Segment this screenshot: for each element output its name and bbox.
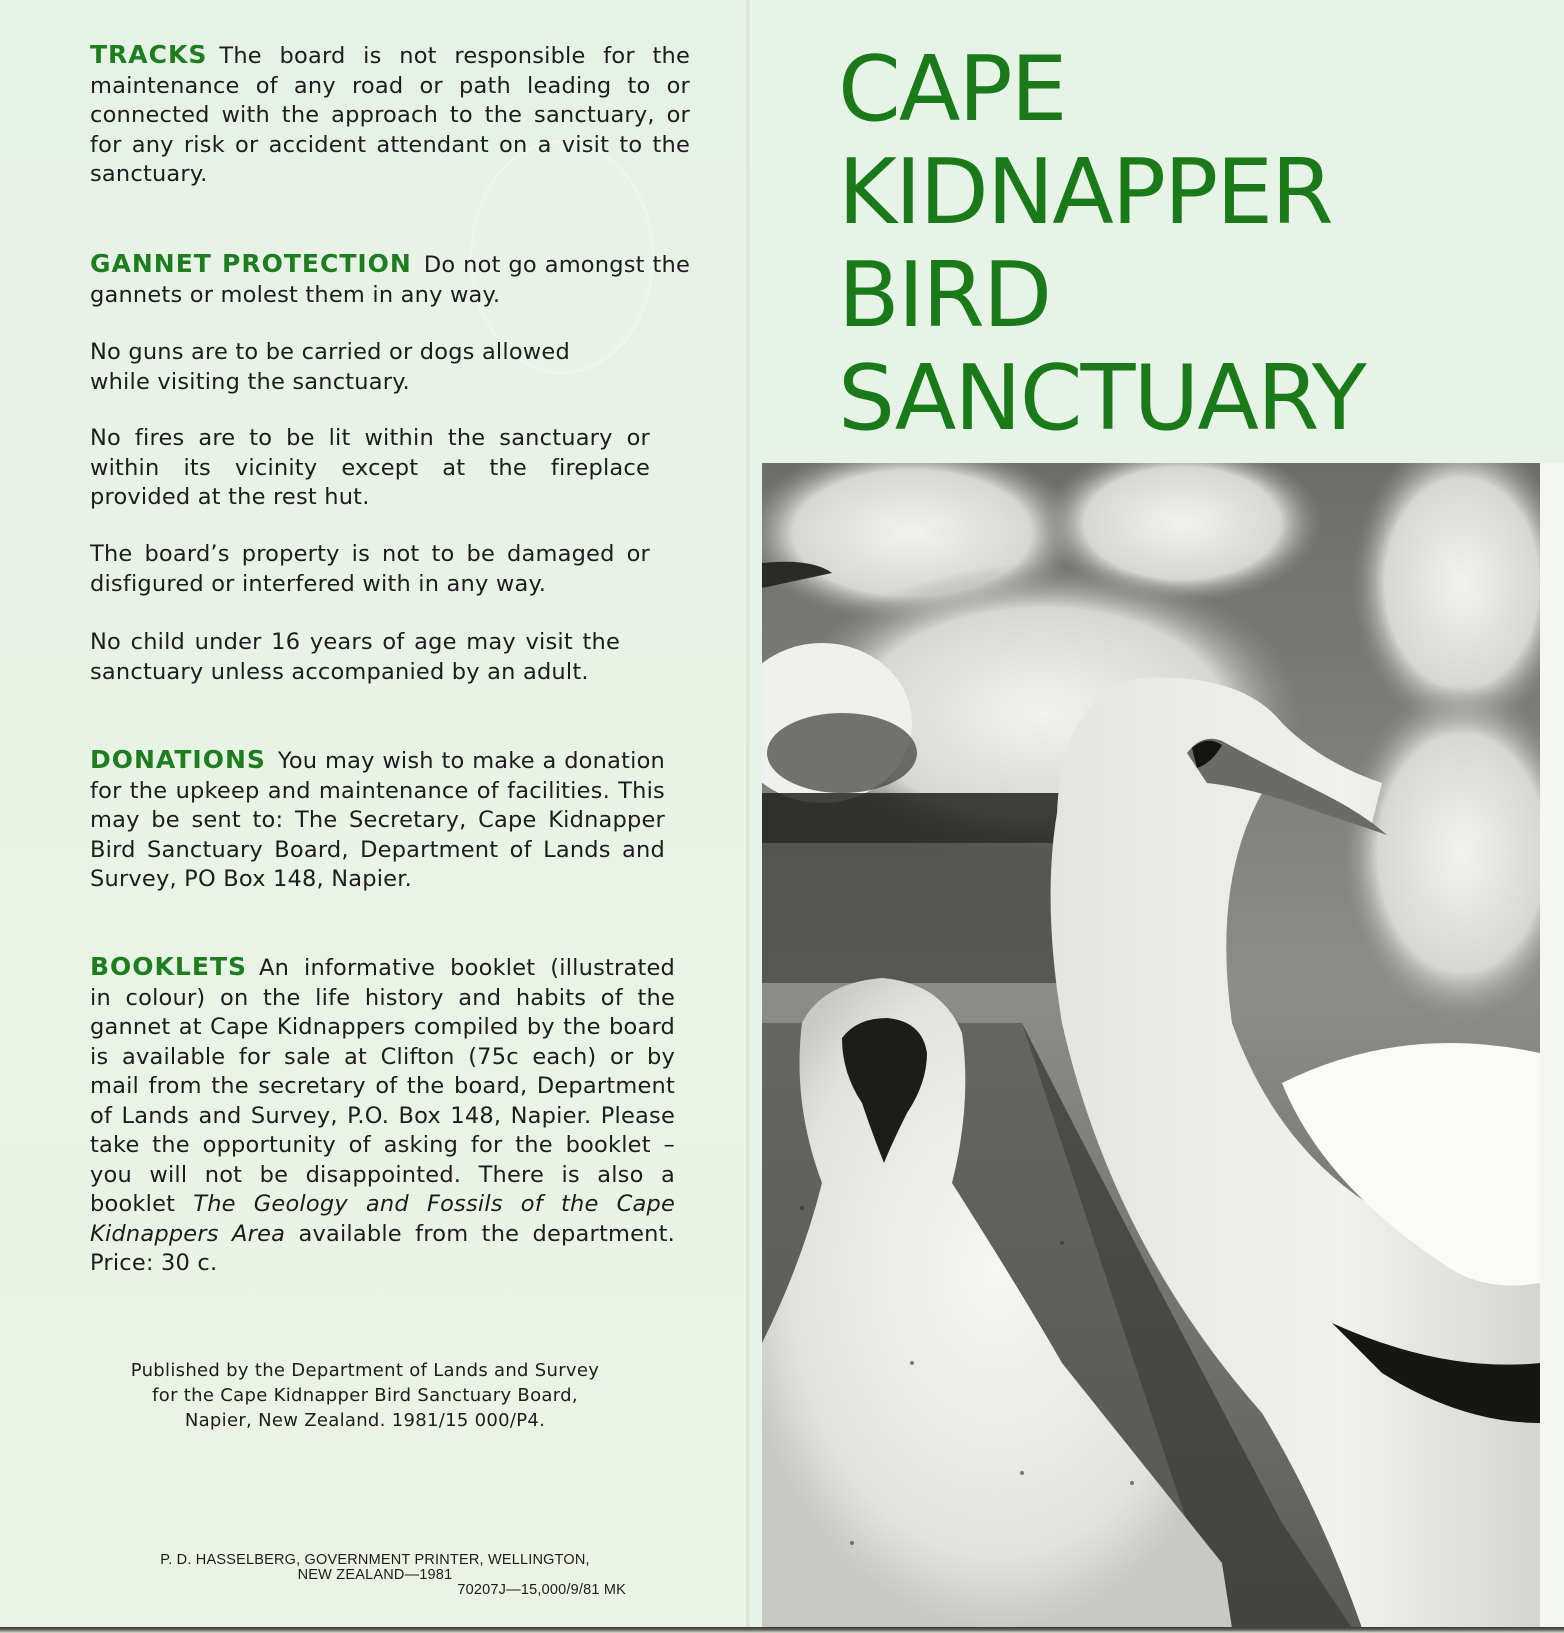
gannet-photo-illustration: [762, 463, 1540, 1628]
section-donations: [90, 745, 665, 895]
title-line: BIRD: [838, 243, 1051, 348]
publisher-note: [110, 1358, 620, 1433]
section-heading: BOOKLETS: [90, 952, 247, 981]
page-bottom-edge: [0, 1627, 1564, 1633]
rule-text: The board’s property is not to be damaged or disfigured or interfered with in any way.: [90, 541, 650, 597]
section-gannet-protection: [90, 249, 690, 310]
section-heading: GANNET PROTECTION: [90, 249, 412, 278]
printer-imprint: [110, 1553, 640, 1598]
brochure-left-panel: [0, 0, 746, 1628]
publisher-line: Published by the Department of Lands and Survey: [130, 1360, 600, 1381]
section-heading: DONATIONS: [90, 745, 266, 774]
gannet-photo: [762, 463, 1540, 1628]
title-line: SANCTUARY: [838, 346, 1365, 451]
section-body: Do not go amongst the gannets or molest them in any way.: [90, 252, 691, 308]
rule-text: No fires are to be lit within the sanctuary or within its vicinity except at the fireplace provided at the rest hut.: [90, 425, 650, 510]
section-body-tail: available from the department. Price: 30 c.: [90, 1220, 675, 1276]
cover-title: [838, 38, 1365, 450]
section-tracks: [90, 40, 690, 190]
rule-no-fires: [90, 424, 650, 513]
section-body: An informative booklet (illustrated in colour) on the life history and habits of the gannet at Cape Kidnappers compiled by the board is available for sale at Clifton (75c each) or by mail from the secretary of the board, Department of Lands and Survey, P.O. Box 148, Napier. Please take the opportunity of asking for the booklet – you will not be disappointed. There is also a booklet: [90, 955, 675, 1217]
section-body: The board is not responsible for the maintenance of any road or path leading to or connected with the approach to the sanctuary, or for any risk or accident attendant on a visit to the sanctuary.: [90, 43, 690, 187]
rule-text: No child under 16 years of age may visit the sanctuary unless accompanied by an adult.: [90, 629, 620, 685]
section-body: You may wish to make a donation for the upkeep and maintenance of facilities. This may be sent to: The Secretary, Cape Kidnapper Bird Sanctuary Board, Department of Lands and Survey, PO Box 148, Napier.: [90, 748, 665, 892]
title-line: CAPE: [838, 37, 1066, 142]
title-line: KIDNAPPER: [838, 140, 1332, 245]
booklet-title: The Geology and Fossils of the Cape Kidnappers Area: [90, 1191, 675, 1247]
publisher-line: Napier, New Zealand. 1981/15 000/P4.: [184, 1410, 546, 1431]
publisher-line: for the Cape Kidnapper Bird Sanctuary Board,: [152, 1385, 578, 1406]
rule-no-guns: [90, 338, 635, 397]
section-booklets: [90, 952, 675, 1279]
cover-right-margin: [1540, 463, 1564, 1628]
imprint-code: 70207J—15,000/9/81 MK: [457, 1582, 626, 1598]
rule-text: No guns are to be carried or dogs allowed while visiting the sanctuary.: [90, 339, 570, 395]
imprint-line: NEW ZEALAND—1981: [297, 1567, 453, 1583]
rule-children: [90, 628, 620, 687]
imprint-line: P. D. HASSELBERG, GOVERNMENT PRINTER, WELLINGTON,: [160, 1552, 590, 1568]
rule-property: [90, 540, 650, 599]
section-heading: TRACKS: [90, 40, 208, 69]
